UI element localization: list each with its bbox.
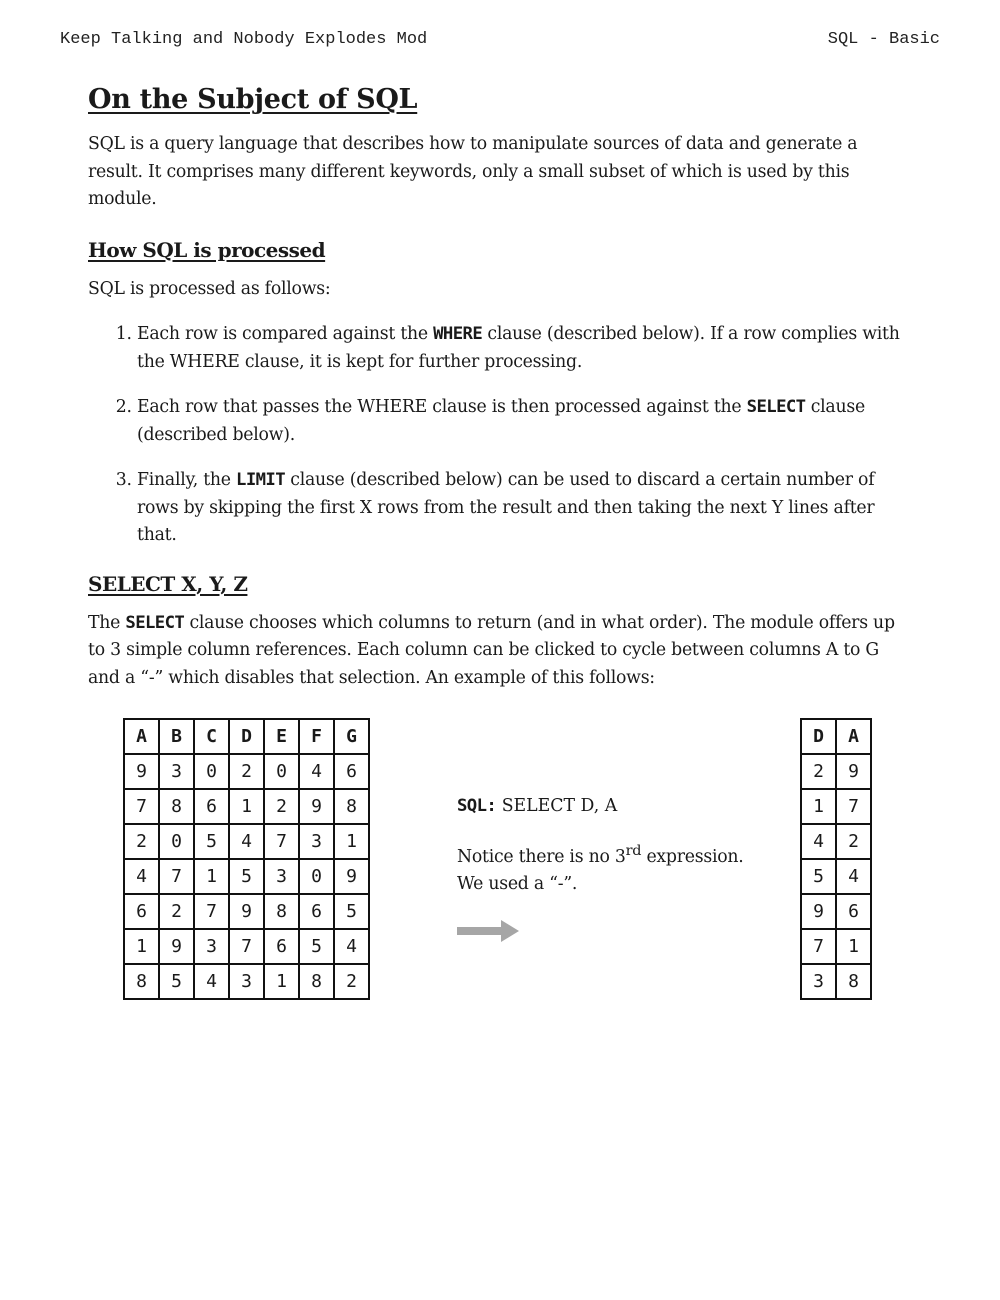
result-table-cell: 7 xyxy=(801,929,836,964)
select-heading: SELECT X, Y, Z xyxy=(88,571,248,596)
source-column-header: F xyxy=(299,719,334,754)
source-table-cell: 7 xyxy=(194,894,229,929)
source-column-header: D xyxy=(229,719,264,754)
source-table-cell: 7 xyxy=(264,824,299,859)
source-table-cell: 3 xyxy=(229,964,264,999)
source-table-cell: 0 xyxy=(194,754,229,789)
source-table-cell: 5 xyxy=(159,964,194,999)
result-column-header: A xyxy=(836,719,871,754)
source-table-cell: 1 xyxy=(264,964,299,999)
result-column-header: D xyxy=(801,719,836,754)
result-table-cell: 9 xyxy=(836,754,871,789)
processing-step xyxy=(137,321,908,376)
select-text: The xyxy=(88,612,126,633)
source-table-cell: 8 xyxy=(299,964,334,999)
source-table-cell: 5 xyxy=(229,859,264,894)
result-table-row xyxy=(801,964,871,999)
result-table-cell: 7 xyxy=(836,789,871,824)
step-text: Each row that passes the WHERE clause is then processed against the xyxy=(137,397,747,417)
source-table-cell: 3 xyxy=(264,859,299,894)
result-table-cell: 1 xyxy=(801,789,836,824)
result-table-cell: 1 xyxy=(836,929,871,964)
result-table-cell: 2 xyxy=(801,754,836,789)
source-table-cell: 8 xyxy=(159,789,194,824)
result-table-cell: 2 xyxy=(836,824,871,859)
result-table-row xyxy=(801,894,871,929)
note-superscript: rd xyxy=(625,843,642,859)
result-table xyxy=(800,718,872,1000)
source-table-row xyxy=(124,824,369,859)
result-table-cell: 6 xyxy=(836,894,871,929)
source-table-row xyxy=(124,859,369,894)
result-table-row xyxy=(801,859,871,894)
source-table-cell: 4 xyxy=(299,754,334,789)
source-table-cell: 9 xyxy=(229,894,264,929)
source-table-cell: 5 xyxy=(194,824,229,859)
source-table-cell: 1 xyxy=(229,789,264,824)
source-table-cell: 6 xyxy=(264,929,299,964)
note-text: expression. We used a “-”. xyxy=(457,846,744,895)
manual-page xyxy=(88,84,908,1018)
source-column-header: C xyxy=(194,719,229,754)
source-table-cell: 2 xyxy=(264,789,299,824)
step-text: Finally, the xyxy=(137,470,237,490)
source-table-cell: 0 xyxy=(159,824,194,859)
source-table-cell: 3 xyxy=(194,929,229,964)
source-table-cell: 2 xyxy=(334,964,369,999)
source-table-cell: 6 xyxy=(334,754,369,789)
note-text: Notice there is no 3 xyxy=(457,846,626,867)
select-keyword: SELECT xyxy=(125,612,185,633)
source-table-cell: 5 xyxy=(299,929,334,964)
result-table-cell: 5 xyxy=(801,859,836,894)
sql-query: SELECT D, A xyxy=(501,796,618,816)
step-text: clause (described below) can be used to discard a certain number of rows by skipping the first X rows from the result and then taking the next Y lines after that. xyxy=(137,470,875,545)
source-table-cell: 3 xyxy=(299,824,334,859)
result-table-cell: 4 xyxy=(801,824,836,859)
source-table-cell: 4 xyxy=(124,859,159,894)
result-header-row xyxy=(801,719,871,754)
processing-steps xyxy=(88,321,908,550)
select-example xyxy=(88,718,908,1018)
source-column-header: E xyxy=(264,719,299,754)
source-table-cell: 9 xyxy=(124,754,159,789)
select-paragraph xyxy=(88,610,908,693)
source-table-cell: 8 xyxy=(334,789,369,824)
source-table xyxy=(123,718,370,1000)
header-module-name: Keep Talking and Nobody Explodes Mod xyxy=(60,30,428,49)
sql-label: SQL: xyxy=(457,796,497,816)
example-sql xyxy=(457,796,617,816)
page-title: On the Subject of SQL xyxy=(88,84,418,115)
source-table-cell: 0 xyxy=(299,859,334,894)
processing-step xyxy=(137,394,908,449)
source-table-cell: 8 xyxy=(264,894,299,929)
source-table-cell: 5 xyxy=(334,894,369,929)
result-table-cell: 8 xyxy=(836,964,871,999)
source-table-cell: 2 xyxy=(159,894,194,929)
source-table-row xyxy=(124,929,369,964)
source-table-cell: 7 xyxy=(159,859,194,894)
processing-step xyxy=(137,467,908,550)
source-table-cell: 4 xyxy=(229,824,264,859)
source-column-header: G xyxy=(334,719,369,754)
source-table-cell: 3 xyxy=(159,754,194,789)
step-text: clause (described below). xyxy=(137,397,865,445)
processing-lead: SQL is processed as follows: xyxy=(88,278,331,299)
source-table-cell: 9 xyxy=(334,859,369,894)
source-table-cell: 7 xyxy=(124,789,159,824)
result-table-row xyxy=(801,789,871,824)
source-table-cell: 2 xyxy=(229,754,264,789)
source-table-row xyxy=(124,894,369,929)
step-text: clause (described below). If a row complies with the WHERE clause, it is kept for further processing. xyxy=(137,324,900,372)
step-keyword: LIMIT xyxy=(236,470,286,490)
source-table-cell: 2 xyxy=(124,824,159,859)
source-table-cell: 4 xyxy=(334,929,369,964)
select-text: clause chooses which columns to return (and in what order). The module offers up to 3 simple column references. Each column can be clicked to cycle between columns A to G and a “-” which disables that selection. An example of this follows: xyxy=(88,612,895,688)
step-keyword: SELECT xyxy=(746,397,806,417)
result-table-cell: 9 xyxy=(801,894,836,929)
source-table-cell: 6 xyxy=(194,789,229,824)
source-table-cell: 9 xyxy=(159,929,194,964)
source-table-cell: 0 xyxy=(264,754,299,789)
result-table-cell: 4 xyxy=(836,859,871,894)
result-table-cell: 3 xyxy=(801,964,836,999)
result-table-row xyxy=(801,929,871,964)
source-table-row xyxy=(124,754,369,789)
source-table-cell: 6 xyxy=(299,894,334,929)
source-column-header: B xyxy=(159,719,194,754)
processing-heading: How SQL is processed xyxy=(88,237,326,262)
source-table-cell: 1 xyxy=(194,859,229,894)
step-keyword: WHERE xyxy=(433,324,483,344)
source-table-row xyxy=(124,964,369,999)
source-table-cell: 1 xyxy=(334,824,369,859)
source-table-cell: 4 xyxy=(194,964,229,999)
result-table-row xyxy=(801,824,871,859)
intro-paragraph: SQL is a query language that describes how to manipulate sources of data and generate a result. It comprises many different keywords, only a small subset of which is used by this module. xyxy=(88,134,858,209)
result-table-row xyxy=(801,754,871,789)
source-table-cell: 8 xyxy=(124,964,159,999)
source-table-cell: 6 xyxy=(124,894,159,929)
example-note xyxy=(457,838,747,899)
source-column-header: A xyxy=(124,719,159,754)
source-header-row xyxy=(124,719,369,754)
step-text: Each row is compared against the xyxy=(137,324,434,344)
right-arrow-icon xyxy=(457,918,521,944)
source-table-cell: 7 xyxy=(229,929,264,964)
source-table-row xyxy=(124,789,369,824)
header-module-title: SQL - Basic xyxy=(827,30,940,49)
source-table-cell: 1 xyxy=(124,929,159,964)
source-table-cell: 9 xyxy=(299,789,334,824)
